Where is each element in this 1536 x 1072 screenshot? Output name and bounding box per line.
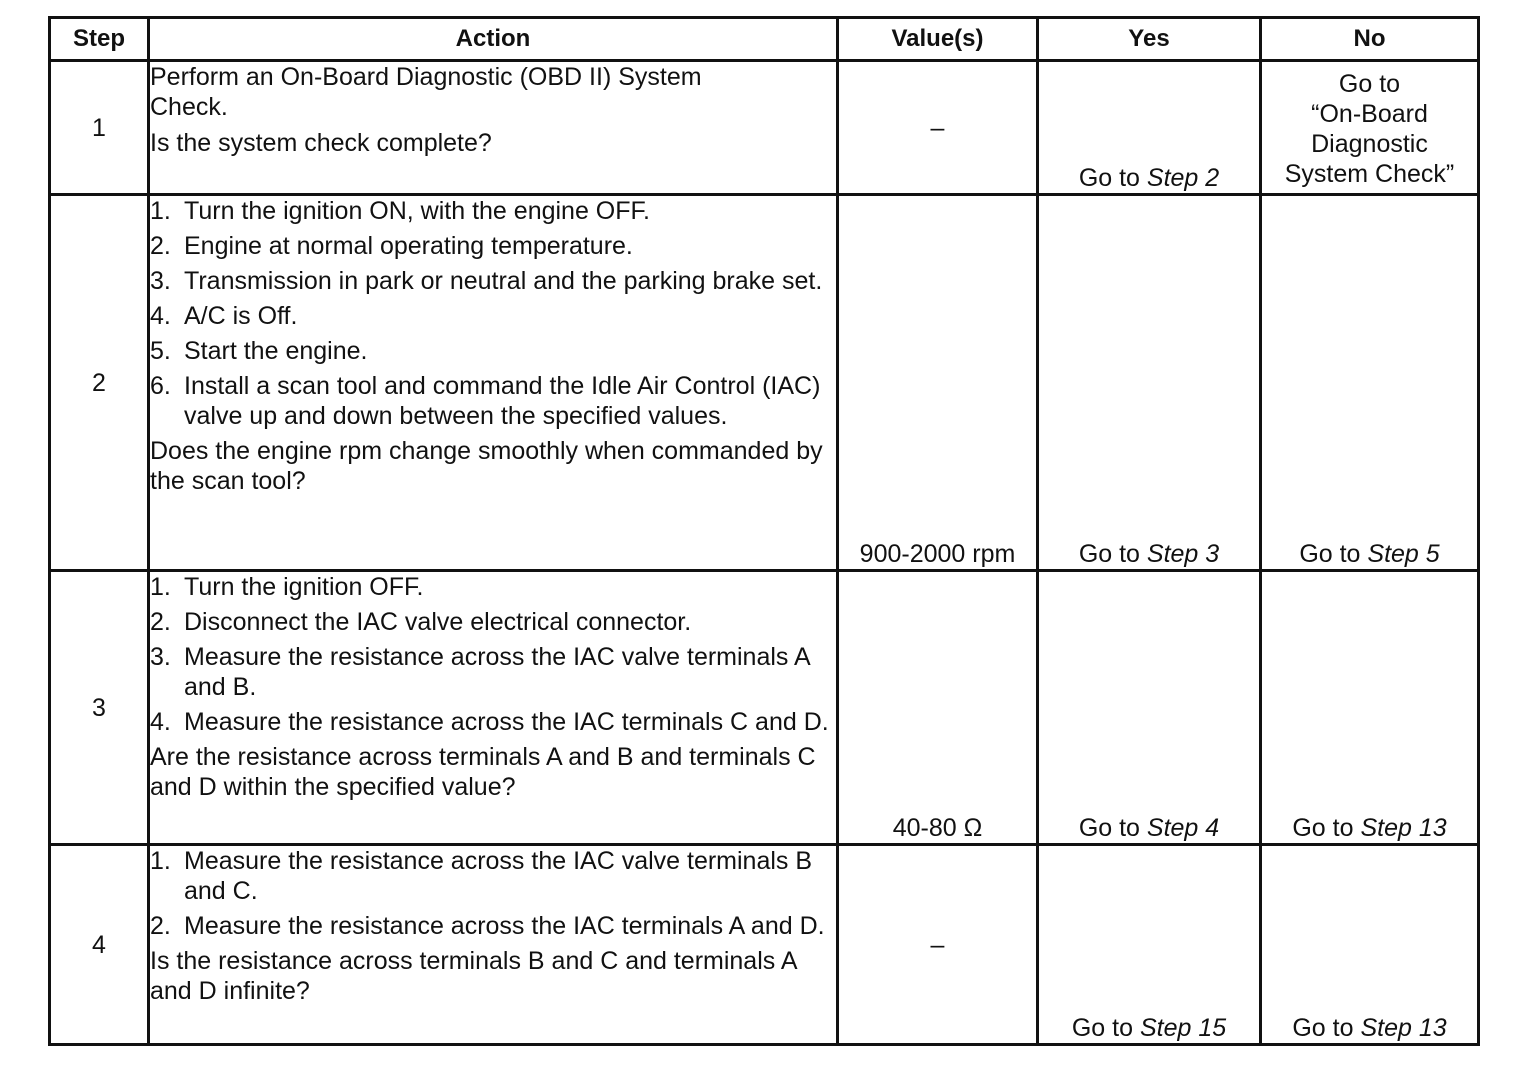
no-prefix: Go to	[1299, 540, 1368, 568]
no-cell	[1261, 845, 1479, 1045]
table-row	[50, 571, 1479, 845]
action-cell	[149, 195, 838, 571]
header-values: Value(s)	[838, 18, 1038, 61]
item-text: Disconnect the IAC valve electrical connector.	[184, 608, 692, 636]
item-number: 6.	[150, 372, 171, 400]
value-cell: –	[838, 61, 1038, 195]
action-line: Check.	[150, 93, 228, 121]
list-item	[150, 336, 836, 366]
no-cell	[1261, 571, 1479, 845]
list-item	[150, 266, 836, 296]
no-cell	[1261, 61, 1479, 195]
yes-step-link: Step 3	[1146, 540, 1220, 568]
value-cell: –	[838, 845, 1038, 1045]
item-number: 4.	[150, 708, 171, 736]
header-no: No	[1261, 18, 1479, 61]
no-cell	[1261, 195, 1479, 571]
no-line: Diagnostic	[1311, 130, 1428, 158]
header-step: Step	[50, 18, 149, 61]
no-step-link: Step 5	[1367, 540, 1440, 568]
no-prefix: Go to	[1292, 1014, 1361, 1042]
yes-cell	[1038, 195, 1261, 571]
header-action: Action	[149, 18, 838, 61]
list-item	[150, 572, 836, 602]
item-number: 4.	[150, 302, 171, 330]
item-text: Install a scan tool and command the Idle Air Control (IAC) valve up and down between the specified values.	[184, 372, 821, 430]
item-number: 3.	[150, 643, 171, 671]
value-cell: 900-2000 rpm	[838, 195, 1038, 571]
yes-cell	[1038, 845, 1261, 1045]
list-item	[150, 371, 836, 431]
item-number: 5.	[150, 337, 171, 365]
item-text: Measure the resistance across the IAC terminals A and D.	[184, 912, 825, 940]
no-line: Go to	[1338, 70, 1401, 98]
list-item	[150, 196, 836, 226]
no-step-link: Step 13	[1360, 814, 1447, 842]
list-item	[150, 231, 836, 261]
action-line: Perform an On-Board Diagnostic (OBD II) System	[150, 63, 702, 91]
action-question: Are the resistance across terminals A and B and terminals C and D within the specified value?	[150, 743, 816, 801]
list-item	[150, 911, 836, 941]
item-text: Measure the resistance across the IAC valve terminals B and C.	[184, 847, 813, 905]
no-line: System Check”	[1284, 160, 1455, 188]
list-item	[150, 707, 836, 737]
item-number: 2.	[150, 232, 171, 260]
header-row	[50, 18, 1479, 61]
table-row	[50, 845, 1479, 1045]
yes-prefix: Go to	[1078, 814, 1147, 842]
value-cell: 40-80 Ω	[838, 571, 1038, 845]
action-question: Does the engine rpm change smoothly when commanded by the scan tool?	[150, 437, 823, 495]
item-number: 2.	[150, 912, 171, 940]
item-text: Engine at normal operating temperature.	[184, 232, 633, 260]
item-number: 1.	[150, 573, 171, 601]
step-number: 2	[50, 195, 149, 571]
item-text: Start the engine.	[184, 337, 368, 365]
item-text: Turn the ignition OFF.	[184, 573, 424, 601]
no-step-link: Step 13	[1360, 1014, 1447, 1042]
action-question: Is the resistance across terminals B and C and terminals A and D infinite?	[150, 947, 797, 1005]
item-number: 3.	[150, 267, 171, 295]
table-row	[50, 61, 1479, 195]
item-text: Transmission in park or neutral and the parking brake set.	[184, 267, 823, 295]
item-number: 2.	[150, 608, 171, 636]
diagnostic-table	[48, 16, 1480, 1046]
no-line: “On-Board	[1311, 100, 1428, 128]
yes-step-link: Step 2	[1146, 164, 1220, 192]
yes-prefix: Go to	[1078, 540, 1147, 568]
yes-step-link: Step 4	[1146, 814, 1220, 842]
list-item	[150, 301, 836, 331]
action-cell	[149, 61, 838, 195]
yes-prefix: Go to	[1071, 1014, 1140, 1042]
item-text: Measure the resistance across the IAC terminals C and D.	[184, 708, 829, 736]
action-question: Is the system check complete?	[150, 129, 492, 157]
action-cell	[149, 845, 838, 1045]
step-number: 4	[50, 845, 149, 1045]
action-cell	[149, 571, 838, 845]
step-number: 3	[50, 571, 149, 845]
item-text: A/C is Off.	[184, 302, 298, 330]
item-number: 1.	[150, 847, 171, 875]
yes-cell	[1038, 571, 1261, 845]
step-number: 1	[50, 61, 149, 195]
list-item	[150, 642, 836, 702]
header-yes: Yes	[1038, 18, 1261, 61]
item-text: Turn the ignition ON, with the engine OFF.	[184, 197, 650, 225]
yes-cell	[1038, 61, 1261, 195]
yes-step-link: Step 15	[1139, 1014, 1227, 1042]
table-row	[50, 195, 1479, 571]
item-number: 1.	[150, 197, 171, 225]
list-item	[150, 846, 836, 906]
list-item	[150, 607, 836, 637]
yes-prefix: Go to	[1078, 164, 1147, 192]
no-prefix: Go to	[1292, 814, 1361, 842]
item-text: Measure the resistance across the IAC valve terminals A and B.	[184, 643, 810, 701]
